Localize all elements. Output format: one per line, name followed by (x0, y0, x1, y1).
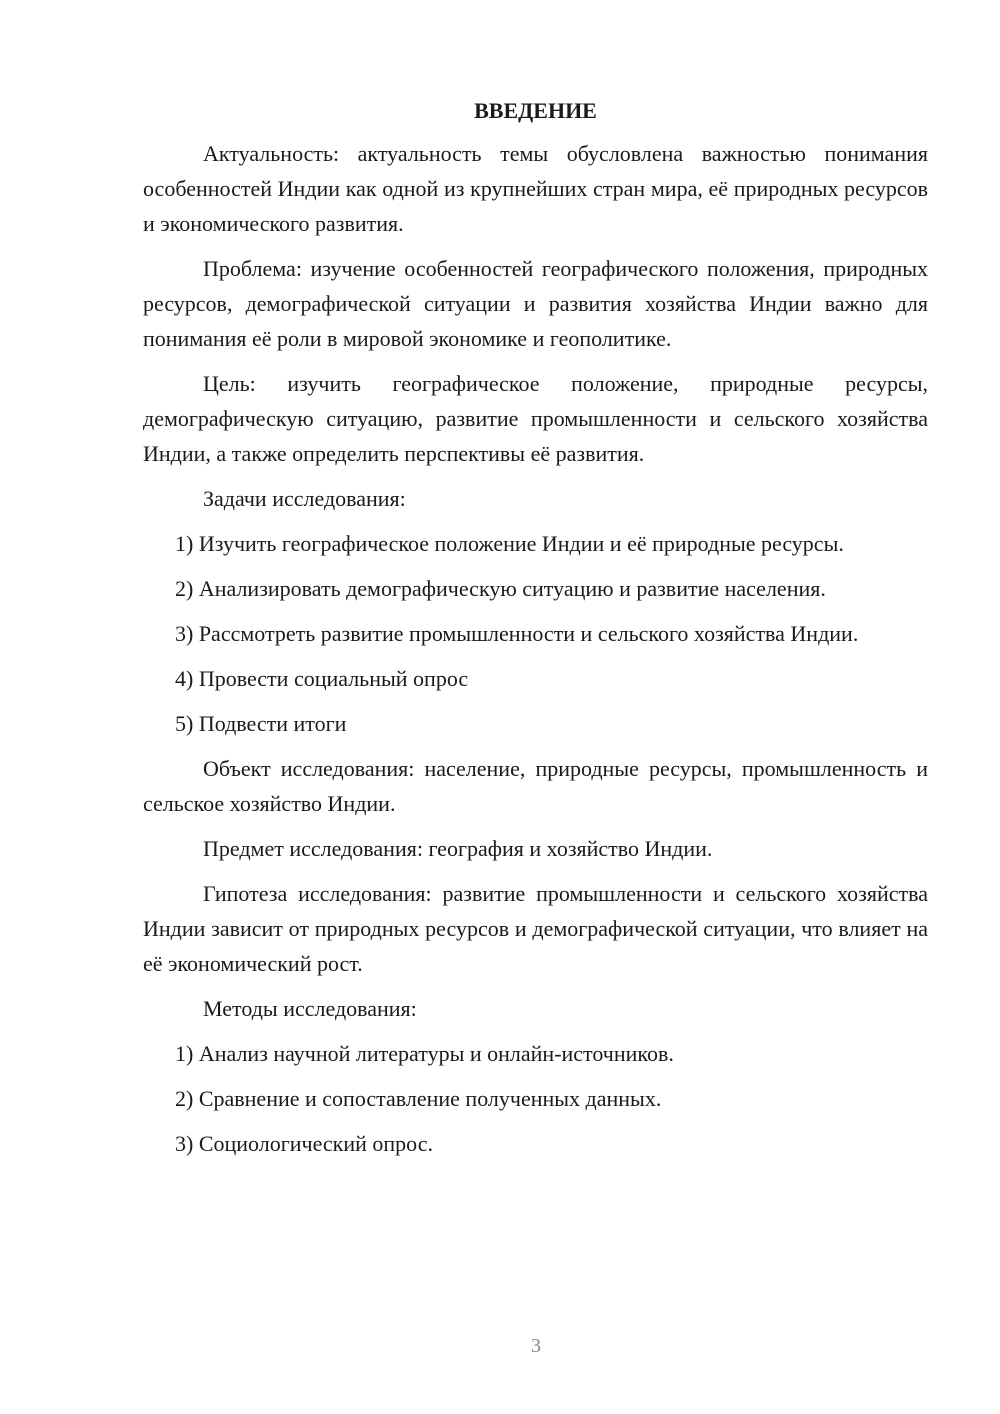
problem-paragraph: Проблема: изучение особенностей географического положения, природных ресурсов, демографической ситуации и развития хозяйства Индии важно для понимания её роли в мировой экономике и геополитике. (143, 256, 928, 351)
task-item: 2) Анализировать демографическую ситуацию и развитие населения. (175, 576, 826, 601)
method-item: 2) Сравнение и сопоставление полученных данных. (175, 1086, 662, 1111)
method-item: 1) Анализ научной литературы и онлайн-источников. (175, 1041, 674, 1066)
task-item: 5) Подвести итоги (175, 711, 347, 736)
subject-paragraph: Предмет исследования: география и хозяйство Индии. (203, 836, 713, 861)
goal-paragraph: Цель: изучить географическое положение, природные ресурсы, демографическую ситуацию, развитие промышленности и сельского хозяйства Индии, а также определить перспективы её развития. (143, 371, 928, 466)
method-item: 3) Социологический опрос. (175, 1131, 433, 1156)
task-item: 1) Изучить географическое положение Индии и её природные ресурсы. (175, 531, 844, 556)
task-item: 3) Рассмотреть развитие промышленности и сельского хозяйства Индии. (175, 621, 859, 646)
page-number: 3 (531, 1335, 541, 1357)
relevance-paragraph: Актуальность: актуальность темы обусловлена важностью понимания особенностей Индии как одной из крупнейших стран мира, её природных ресурсов и экономического развития. (143, 141, 928, 236)
tasks-heading: Задачи исследования: (203, 486, 406, 511)
page-content (143, 94, 928, 1171)
object-paragraph: Объект исследования: население, природные ресурсы, промышленность и сельское хозяйство Индии. (143, 756, 928, 816)
methods-heading: Методы исследования: (203, 996, 417, 1021)
task-item: 4) Провести социальный опрос (175, 666, 469, 691)
page-title: ВВЕДЕНИЕ (474, 98, 597, 123)
hypothesis-paragraph: Гипотеза исследования: развитие промышленности и сельского хозяйства Индии зависит от природных ресурсов и демографической ситуации, что влияет на её экономический рост. (143, 881, 928, 976)
